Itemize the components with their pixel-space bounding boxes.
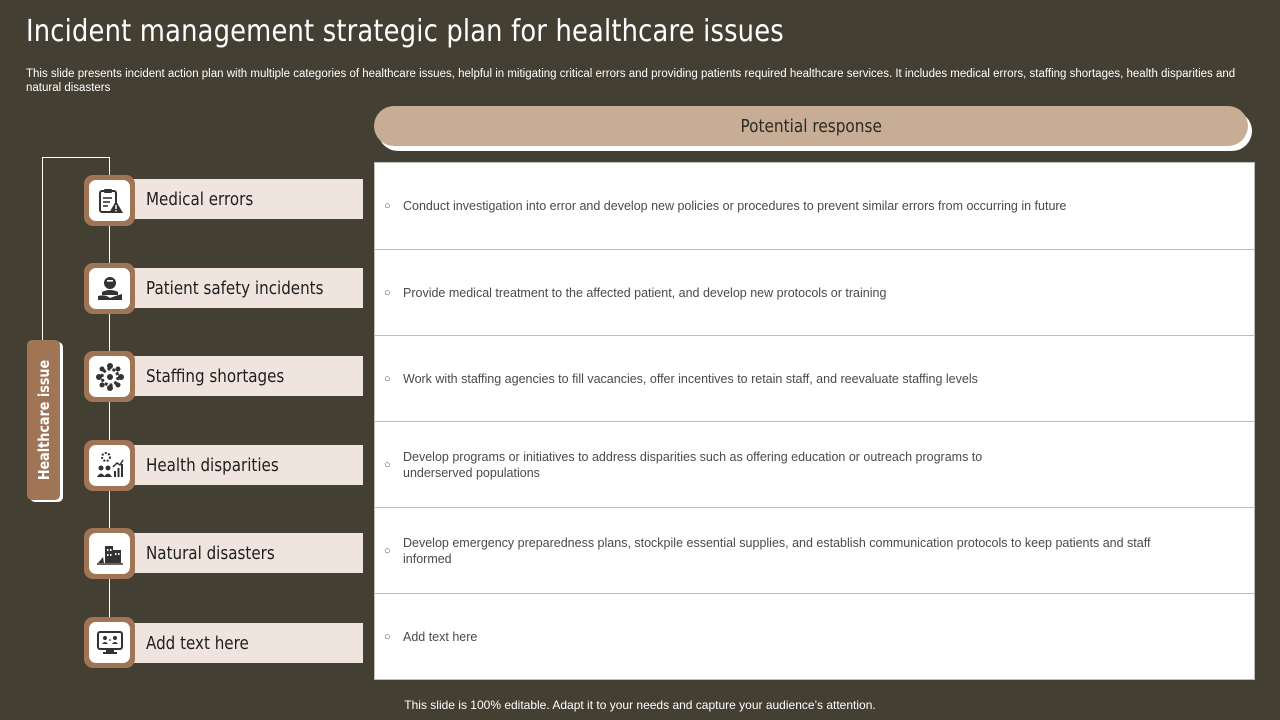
bullet-icon: ○ [384,372,391,385]
slide-footer [0,698,1280,712]
issue-box-add-text [133,623,363,663]
response-row [375,507,1254,593]
team-gear-icon [95,362,125,392]
response-row [375,421,1254,507]
issue-icon-badge [84,440,135,491]
slide-title: Incident management strategic plan for healthcare issues [26,14,784,49]
response-text: Add text here [403,629,478,644]
response-panel [374,162,1255,680]
healthcare-issue-text: Healthcare issue [34,359,53,481]
bullet-icon: ○ [384,458,391,471]
issue-icon-badge [84,617,135,668]
issue-box-medical-errors [133,179,363,219]
connector-left-vertical [42,157,43,341]
bullet-icon: ○ [384,200,391,212]
issue-box-staffing-shortages [133,356,363,396]
patient-hand-icon [95,274,125,304]
healthcare-issue-label [27,340,60,500]
response-row [375,335,1254,421]
bullet-icon: ○ [384,286,391,299]
response-text: Provide medical treatment to the affected patient, and develop new protocols or training [403,285,887,300]
response-row [375,163,1254,249]
clipboard-warning-icon [95,186,125,216]
bullet-icon: ○ [384,544,391,557]
bullet-icon: ○ [384,630,391,643]
response-text: Work with staffing agencies to fill vacancies, offer incentives to retain staff, and reevaluate staffing levels [403,371,978,386]
response-text: Develop emergency preparedness plans, stockpile essential supplies, and establish communication protocols to keep patients and staff informed [403,535,1151,566]
connector-top-horizontal [42,157,110,158]
response-text: Develop programs or initiatives to address disparities such as offering education or outreach programs to underserved populations [403,449,983,480]
issue-label: Medical errors [146,188,254,210]
issue-label: Health disparities [146,454,279,476]
issue-box-patient-safety [133,268,363,308]
response-row [375,593,1254,679]
issue-label: Patient safety incidents [146,277,324,299]
response-header [374,106,1248,146]
issue-label: Natural disasters [146,542,275,564]
response-header-label: Potential response [740,115,882,137]
slide-subtitle: This slide presents incident action plan with multiple categories of healthcare issues, helpful in mitigating critical errors and providing patients required healthcare services. It includes medical errors, staffing shortages, health disparities and natural disasters [26,68,1236,94]
issue-box-health-disparities [133,445,363,485]
building-disaster-icon [95,539,125,569]
issue-icon-badge [84,528,135,579]
issue-label: Add text here [146,632,249,654]
issue-icon-badge [84,351,135,402]
footer-text: This slide is 100% editable. Adapt it to your needs and capture your audience’s attention. [404,698,876,712]
issue-icon-badge [84,175,135,226]
response-text: Conduct investigation into error and develop new policies or procedures to prevent similar errors from occurring in future [403,199,1067,213]
issue-box-natural-disasters [133,533,363,573]
response-row [375,249,1254,335]
issue-label: Staffing shortages [146,365,285,387]
monitor-people-icon [95,628,125,658]
issue-icon-badge [84,263,135,314]
chart-people-icon [95,451,125,481]
